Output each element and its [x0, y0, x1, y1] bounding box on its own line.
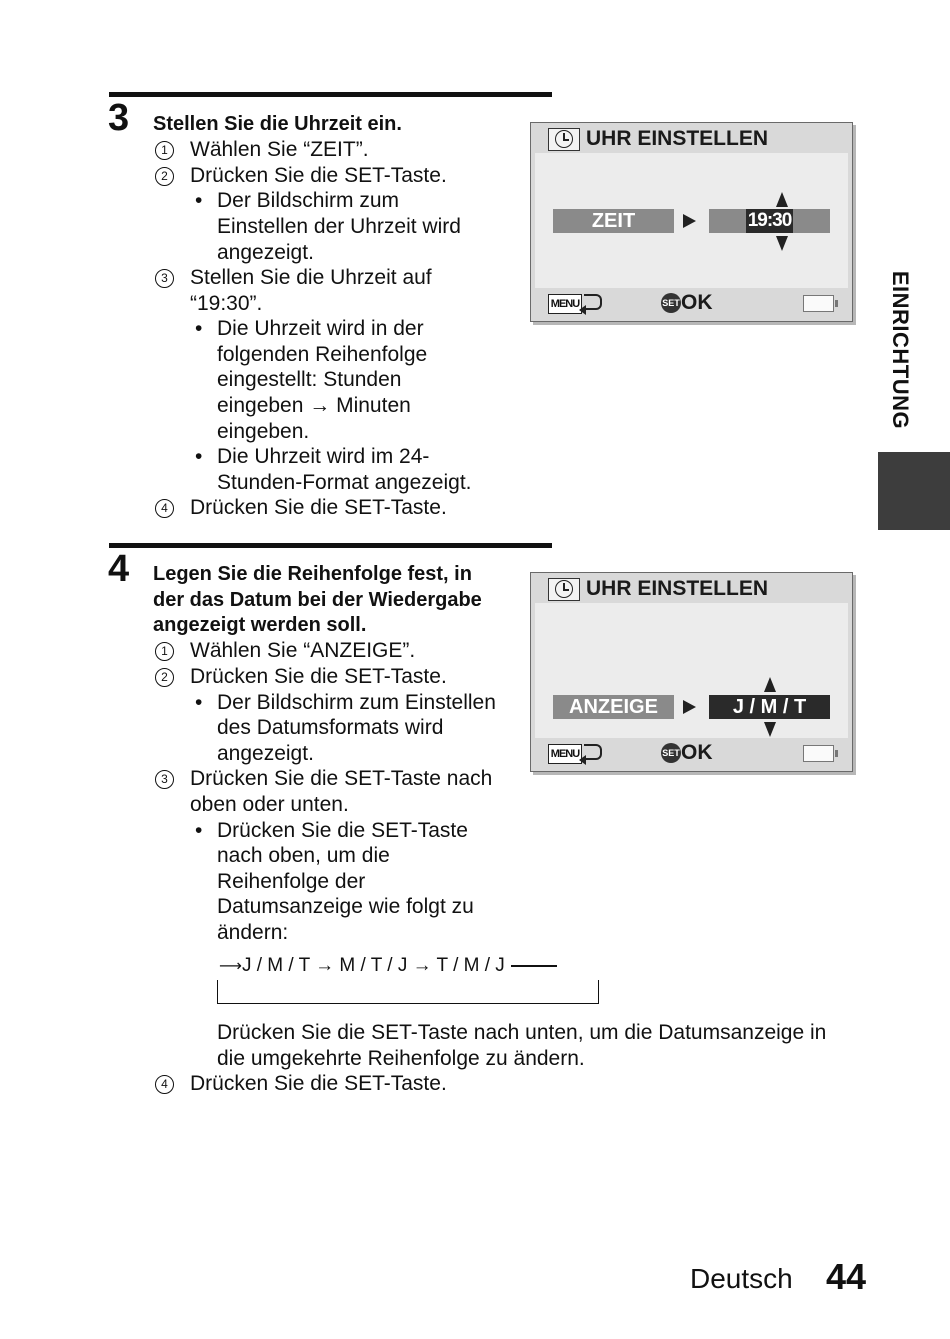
- date-format-value: J / M / T: [709, 695, 830, 719]
- camera-screen-date-format: [530, 572, 853, 772]
- section-tab: [878, 452, 950, 530]
- step4-heading-line1: Legen Sie die Reihenfolge fest, in: [153, 563, 472, 585]
- screen-title: UHR EINSTELLEN: [586, 127, 769, 150]
- step3-rule: [109, 92, 552, 97]
- step4-item-4: Drücken Sie die SET-Taste.: [190, 1072, 447, 1095]
- step3-item-3-line2: “19:30”.: [190, 292, 263, 315]
- step3-item-1: Wählen Sie “ZEIT”.: [190, 138, 369, 161]
- sequence-row: [217, 952, 599, 980]
- step4-after-line1: Drücken Sie die SET-Taste nach unten, um die Datumsanzeige in: [217, 1021, 827, 1044]
- step3-marker-2: 2: [155, 167, 174, 186]
- bullet-dot: •: [195, 445, 203, 468]
- set-icon: SET: [661, 743, 681, 763]
- step4-bullet-2-line5: ändern:: [217, 921, 289, 944]
- set-icon: SET: [661, 293, 681, 313]
- step3-bullet-1-line3: angezeigt.: [217, 241, 314, 264]
- loop-line: [511, 965, 557, 966]
- step3-item-3: Stellen Sie die Uhrzeit auf: [190, 266, 432, 289]
- return-icon: [584, 744, 602, 760]
- step3-marker-3: 3: [155, 269, 174, 288]
- step4-item-2: Drücken Sie die SET-Taste.: [190, 665, 447, 688]
- page-number: 44: [826, 1256, 867, 1297]
- step3-bullet-2-line3: eingestellt: Stunden: [217, 368, 402, 391]
- step3-marker-4: 4: [155, 499, 174, 518]
- section-sidebar: [880, 265, 920, 445]
- step4-marker-1: 1: [155, 642, 174, 661]
- date-format-sequence: J / M / T → M / T / J → T / M / J: [241, 955, 505, 976]
- footer-language: Deutsch: [690, 1263, 793, 1294]
- bullet-dot: •: [195, 691, 203, 714]
- step3-bullet-2-line2: folgenden Reihenfolge: [217, 343, 428, 366]
- step3-bullet-1-line2: Einstellen der Uhrzeit wird: [217, 215, 461, 238]
- step4-heading-line2: der das Datum bei der Wiedergabe: [153, 589, 482, 611]
- clock-icon: [548, 578, 580, 601]
- step4-item-1: Wählen Sie “ANZEIGE”.: [190, 639, 416, 662]
- step4-bullet-2: Drücken Sie die SET-Taste: [217, 819, 468, 842]
- step4-number: 4: [108, 548, 129, 590]
- step4-marker-4: 4: [155, 1075, 174, 1094]
- ok-label: OK: [681, 291, 713, 314]
- arrow-down-icon: [764, 722, 776, 737]
- bullet-dot: •: [195, 189, 203, 212]
- battery-icon: [803, 745, 834, 762]
- bullet-dot: •: [195, 819, 203, 842]
- step3-bullet-3: Die Uhrzeit wird im 24-: [217, 445, 430, 468]
- step3-number: 3: [108, 97, 129, 139]
- step4-after-line2: die umgekehrte Reihenfolge zu ändern.: [217, 1047, 585, 1070]
- step4-bullet-2-line2: nach oben, um die: [217, 844, 390, 867]
- section-label: EINRICHTUNG: [888, 270, 913, 430]
- arrow-right-icon: [683, 214, 696, 228]
- arrow-up-icon: [764, 677, 776, 692]
- arrow-up-icon: [776, 192, 788, 207]
- menu-icon: MENU: [548, 294, 582, 314]
- step4-marker-2: 2: [155, 668, 174, 687]
- step4-bullet-2-line4: Datumsanzeige wie folgt zu: [217, 895, 474, 918]
- anzeige-label: ANZEIGE: [553, 695, 674, 719]
- step4-item-3: Drücken Sie die SET-Taste nach: [190, 767, 493, 790]
- step3-bullet-2-line5: eingeben.: [217, 420, 310, 443]
- step4-bullet-1-line2: des Datumsformats wird: [217, 716, 444, 739]
- return-icon: [584, 294, 602, 310]
- step4-marker-3: 3: [155, 770, 174, 789]
- step3-marker-1: 1: [155, 141, 174, 160]
- screen-title: UHR EINSTELLEN: [586, 577, 769, 600]
- step4-heading-line3: angezeigt werden soll.: [153, 614, 367, 636]
- step3-bullet-1: Der Bildschirm zum: [217, 189, 400, 212]
- step3-bullet-3-line2: Stunden-Format angezeigt.: [217, 471, 472, 494]
- step3-heading: Stellen Sie die Uhrzeit ein.: [153, 113, 402, 135]
- clock-icon: [548, 128, 580, 151]
- arrow-right-icon: [683, 700, 696, 714]
- time-value: 19:30: [747, 210, 792, 231]
- arrow-down-icon: [776, 236, 788, 251]
- bullet-dot: •: [195, 317, 203, 340]
- step3-bullet-2: Die Uhrzeit wird in der: [217, 317, 424, 340]
- battery-icon: [803, 295, 834, 312]
- ok-label: OK: [681, 741, 713, 764]
- step4-bullet-1: Der Bildschirm zum Einstellen: [217, 691, 496, 714]
- step3-item-4: Drücken Sie die SET-Taste.: [190, 496, 447, 519]
- step4-item-3-line2: oben oder unten.: [190, 793, 349, 816]
- step4-rule: [109, 543, 552, 548]
- step3-item-2: Drücken Sie die SET-Taste.: [190, 164, 447, 187]
- camera-screen-clock: [530, 122, 853, 322]
- arrow-right-icon: ⟶: [219, 956, 242, 975]
- step4-bullet-2-line3: Reihenfolge der: [217, 870, 366, 893]
- menu-icon: MENU: [548, 744, 582, 764]
- zeit-label: ZEIT: [553, 209, 674, 233]
- step3-bullet-2-line4: eingeben → Minuten: [217, 394, 411, 417]
- step4-bullet-1-line3: angezeigt.: [217, 742, 314, 765]
